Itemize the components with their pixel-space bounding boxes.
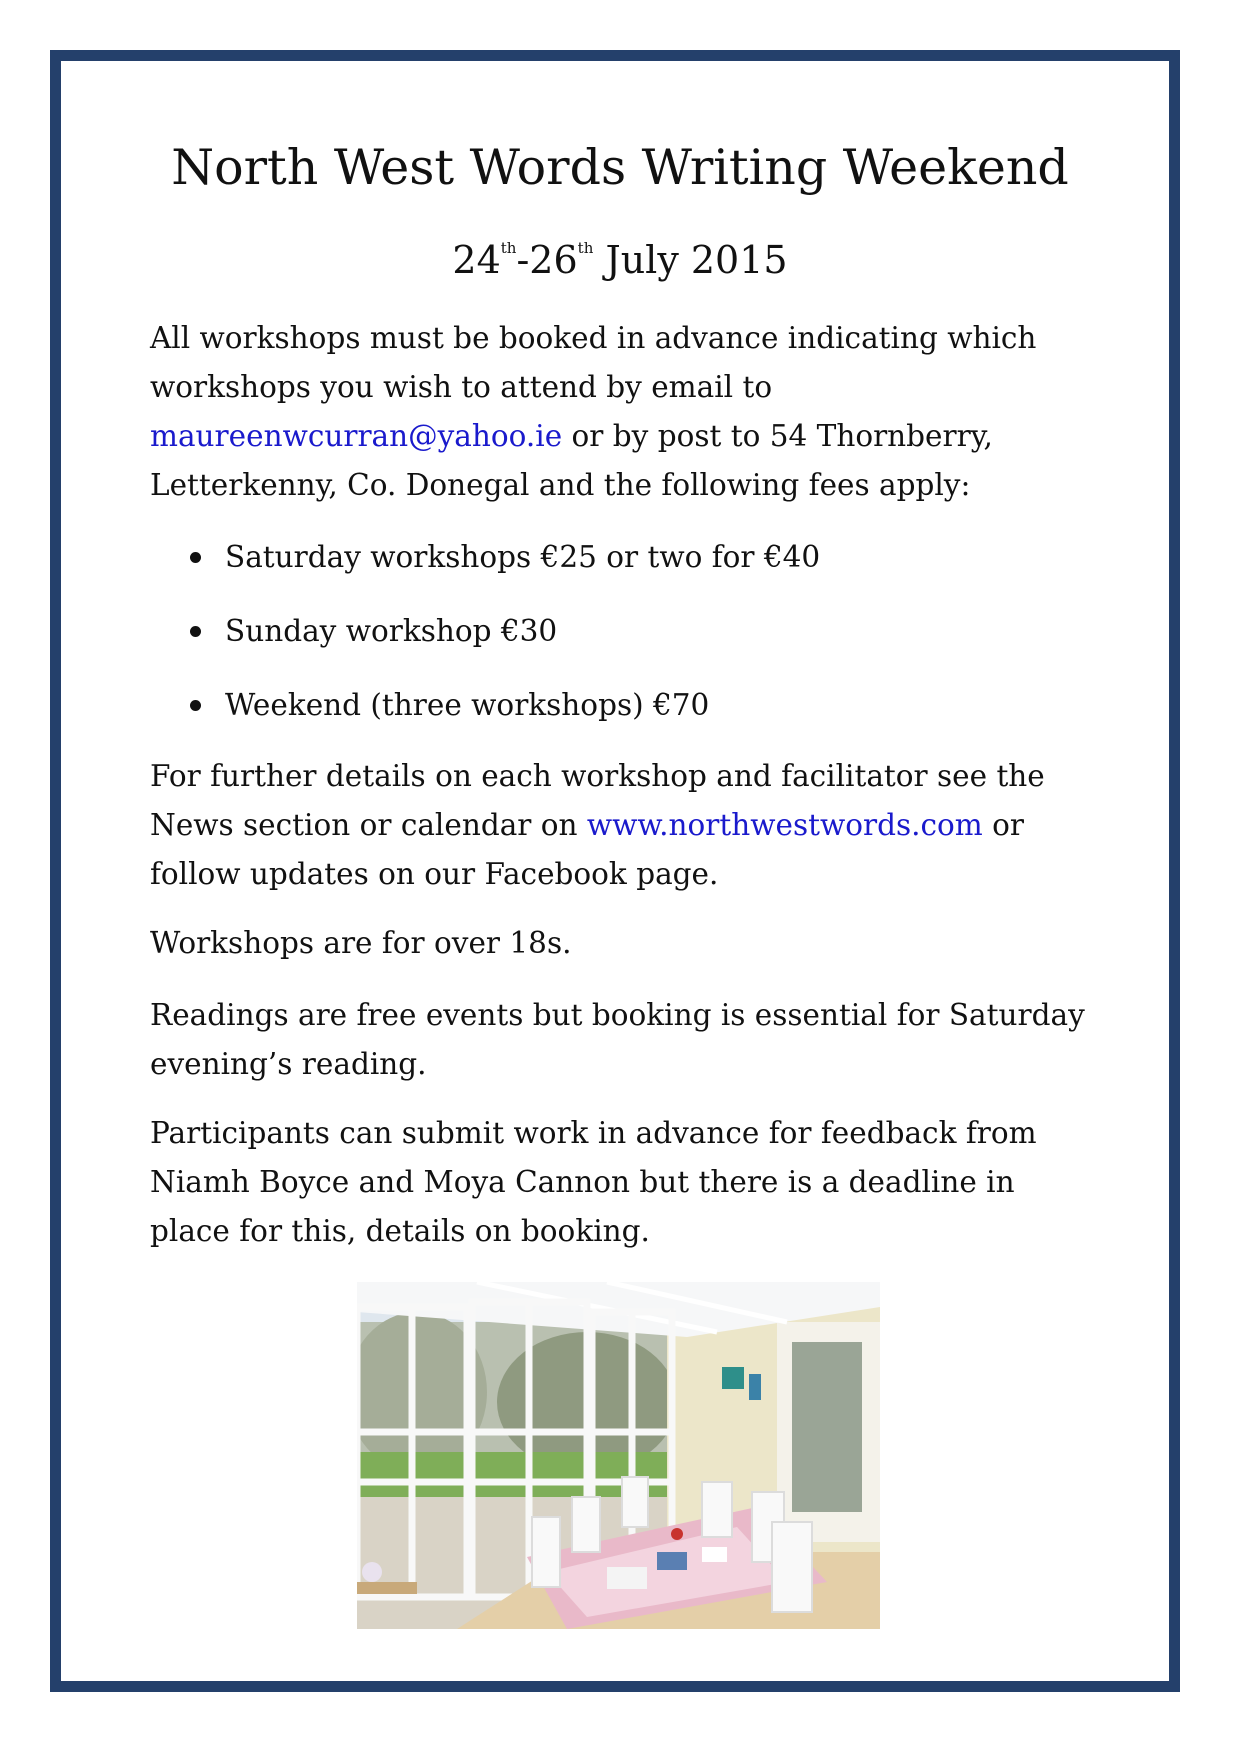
list-item: [150, 607, 1050, 681]
fee-sunday: Sunday workshop €30: [225, 614, 558, 648]
booking-paragraph: [150, 314, 1090, 510]
date-separator: -26: [516, 238, 578, 282]
age-note: Workshops are for over 18s.: [150, 926, 572, 960]
details-before: For further details on each workshop and facilitator see the News section or calendar on: [150, 759, 1045, 842]
email-link[interactable]: maureenwcurran@yahoo.ie: [150, 419, 563, 453]
fees-list: [150, 533, 1050, 755]
list-item: [150, 681, 1050, 755]
bullet-icon: [190, 552, 201, 563]
fee-saturday: Saturday workshops €25 or two for €40: [225, 540, 821, 574]
fee-weekend: Weekend (three workshops) €70: [225, 688, 710, 722]
date-start-suffix: th: [500, 239, 517, 257]
conservatory-photo: [357, 1282, 880, 1629]
feedback-note: Participants can submit work in advance for feedback from Niamh Boyce and Moya Cannon but there is a deadline in place for this, details on booking.: [150, 1116, 1037, 1248]
booking-post: or by post to 54 Thornberry, Letterkenny, Co. Donegal and the following fees apply:: [150, 419, 993, 502]
readings-note: Readings are free events but booking is essential for Saturday evening’s reading.: [150, 998, 1085, 1081]
event-dates: [0, 230, 1240, 290]
page-title: North West Words Writing Weekend: [171, 139, 1069, 196]
date-end-suffix: th: [577, 239, 594, 257]
bullet-icon: [190, 700, 201, 711]
date-start: 24: [452, 238, 501, 282]
booking-intro: All workshops must be booked in advance indicating which workshops you wish to attend by email to: [150, 321, 1037, 404]
list-item: [150, 533, 1050, 607]
bullet-icon: [190, 626, 201, 637]
website-link[interactable]: www.northwestwords.com: [586, 808, 983, 842]
date-month-year: July 2015: [593, 238, 788, 282]
details-after: or follow updates on our Facebook page.: [150, 808, 1024, 891]
details-paragraph: [150, 752, 1090, 899]
